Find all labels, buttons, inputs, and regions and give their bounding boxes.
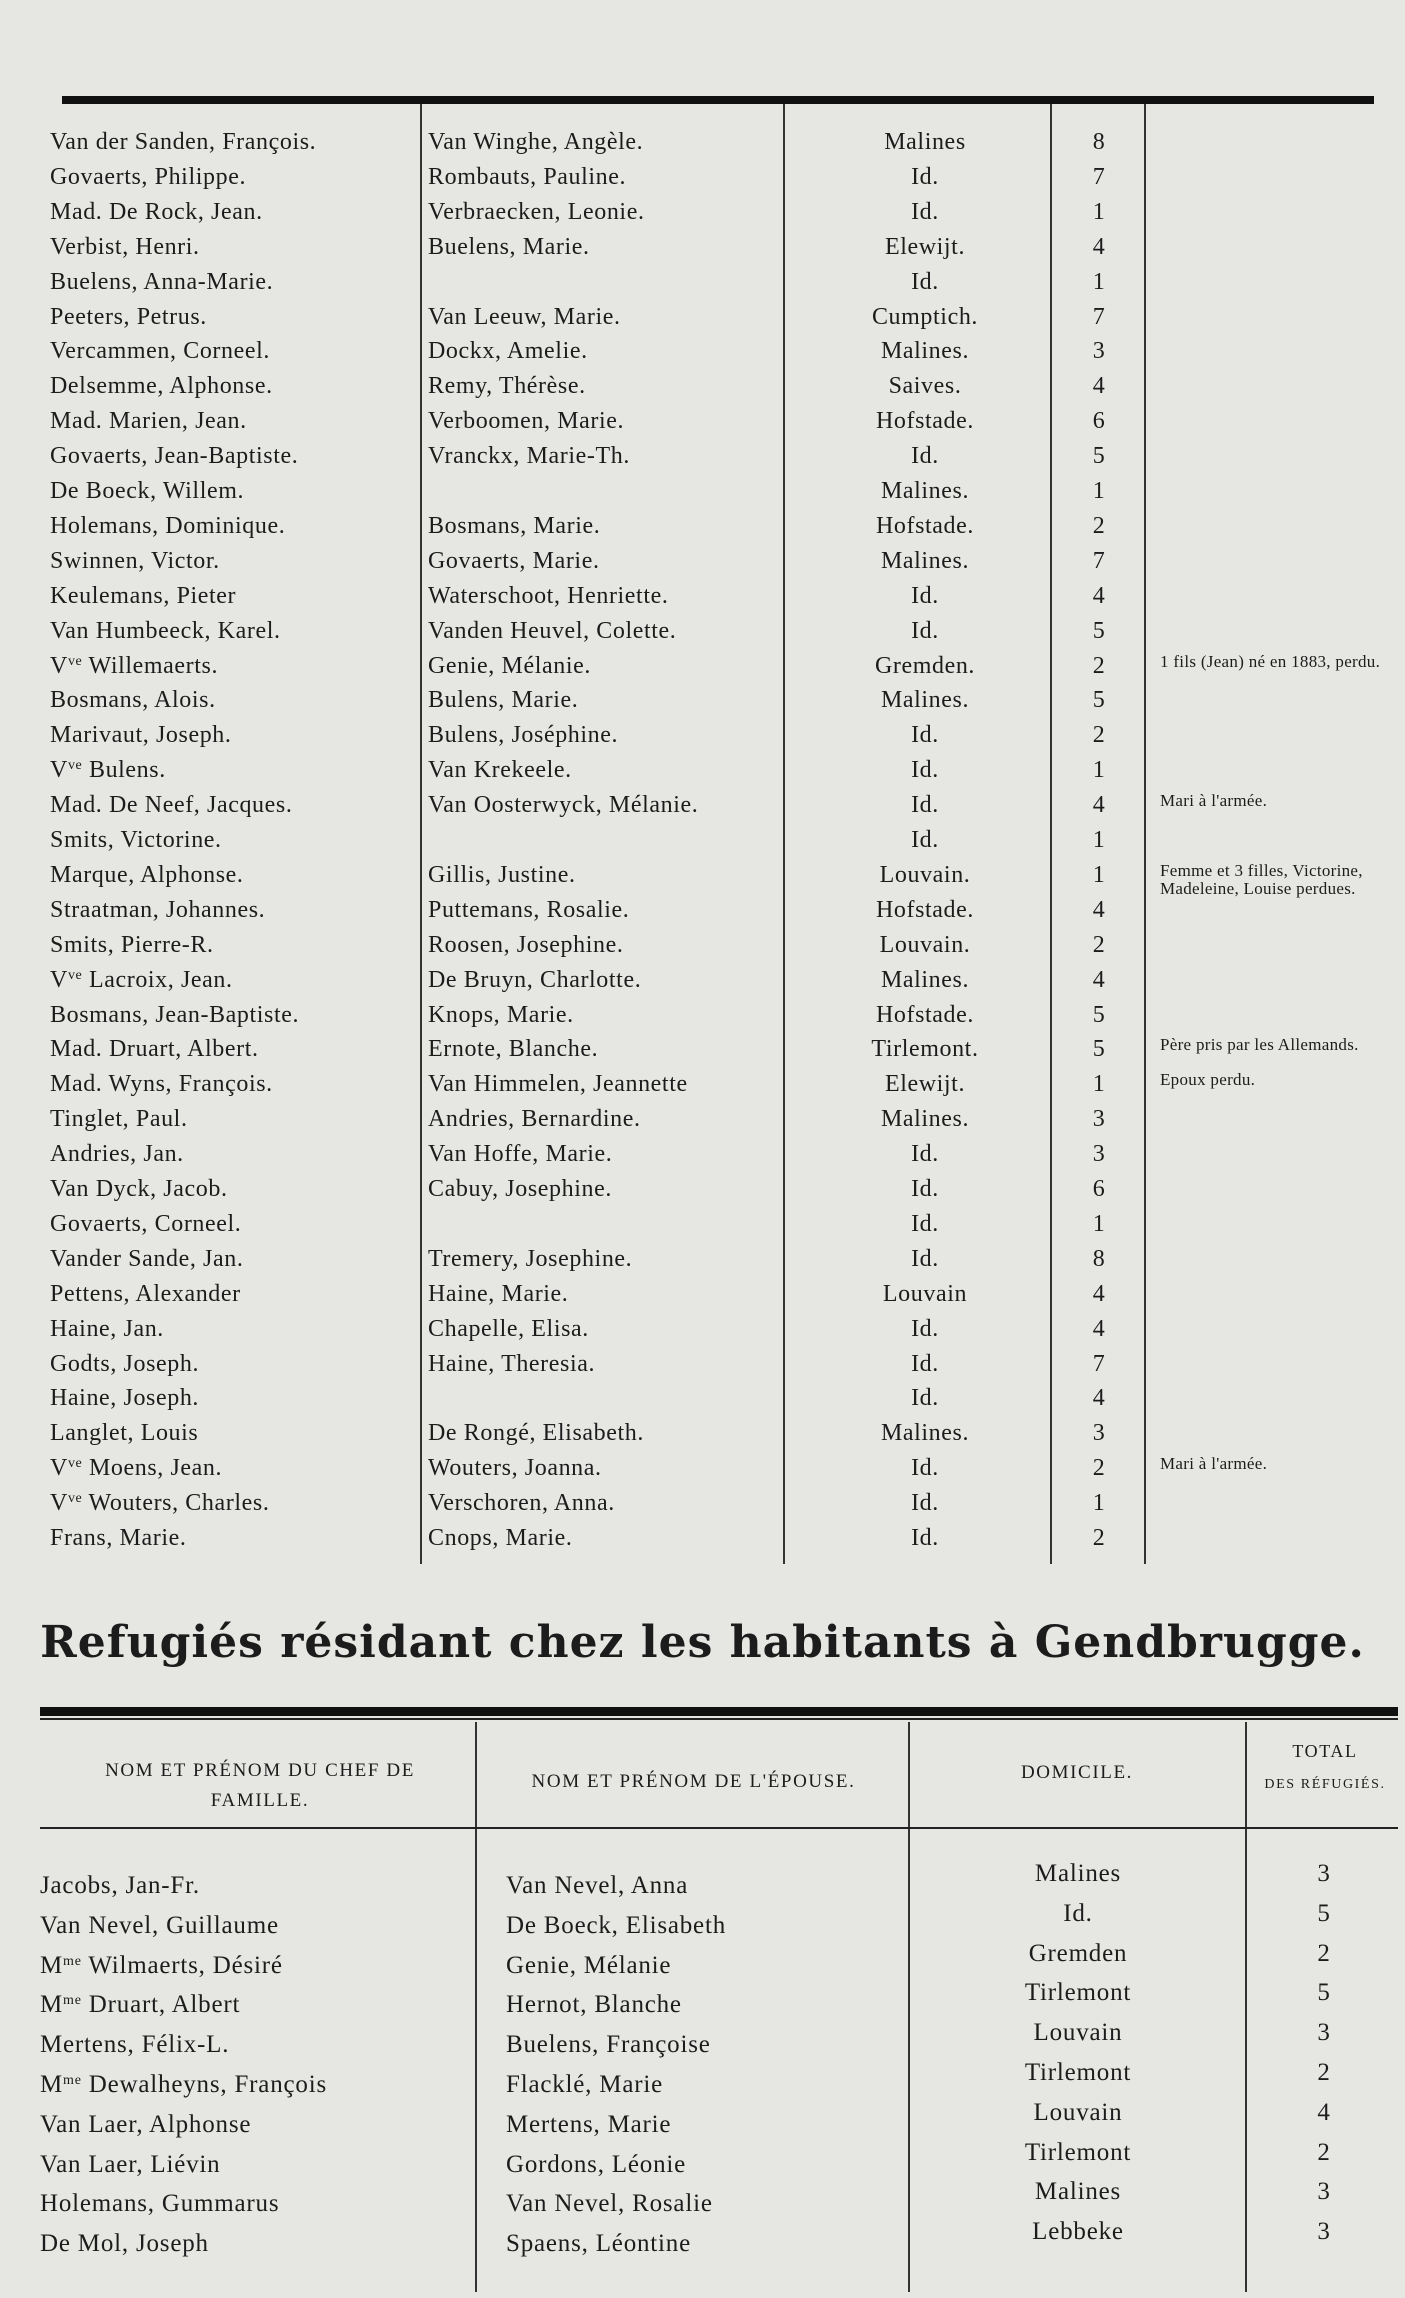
spouse-cell: Haine, Theresia.: [428, 1350, 596, 1377]
name-cell: Bosmans, Alois.: [50, 687, 216, 714]
domicile-cell: Malines.: [880, 338, 970, 365]
spouse-cell: Van Winghe, Angèle.: [428, 129, 644, 155]
total-cell: 7: [1092, 547, 1106, 574]
total-cell: 1: [1092, 198, 1106, 225]
table-row: [0, 2218, 1405, 2264]
note-cell: Mari à l'armée.: [1160, 791, 1268, 811]
total-cell: 2: [1092, 931, 1106, 958]
table-row: [0, 1347, 1405, 1381]
spouse-cell: De Boeck, Elisabeth: [506, 1911, 726, 1939]
total-cell: 5: [1317, 1979, 1331, 2007]
domicile-cell: Tirlemont: [1024, 2059, 1132, 2086]
table-row: [0, 1521, 1405, 1555]
total-cell: 1: [1092, 861, 1106, 888]
total-cell: 3: [1317, 1860, 1331, 1887]
total-cell: 4: [1092, 966, 1106, 993]
header-name: NOM ET PRÉNOM DU CHEF DE FAMILLE.: [105, 1760, 415, 1811]
table-row: [0, 230, 1405, 264]
spouse-cell: Tremery, Josephine.: [428, 1245, 633, 1272]
domicile-cell: Id.: [911, 1210, 939, 1237]
spouse-cell: Roosen, Josephine.: [428, 931, 624, 958]
name-cell: Govaerts, Philippe.: [50, 163, 247, 190]
total-cell: 2: [1092, 1455, 1106, 1482]
spouse-cell: Haine, Marie.: [428, 1280, 569, 1307]
total-cell: 1: [1092, 478, 1106, 504]
spouse-cell: Puttemans, Rosalie.: [428, 896, 630, 923]
name-cell: De Boeck, Willem.: [50, 478, 245, 504]
domicile-cell: Malines: [884, 129, 966, 155]
domicile-cell: Id.: [911, 1525, 939, 1551]
domicile-cell: Hofstade.: [875, 896, 975, 923]
table-row: [0, 823, 1405, 857]
note-cell: Epoux perdu.: [1160, 1070, 1256, 1090]
table-row: [0, 1172, 1405, 1206]
total-cell: 4: [1092, 1280, 1106, 1307]
table-row: [0, 998, 1405, 1032]
name-cell: Vercammen, Corneel.: [50, 338, 270, 365]
table-row: [0, 1381, 1405, 1415]
domicile-cell: Id.: [911, 198, 939, 225]
domicile-cell: Id.: [911, 1141, 939, 1168]
name-cell: Van Dyck, Jacob.: [50, 1176, 228, 1202]
name-cell: Van Laer, Liévin: [40, 2150, 221, 2178]
table-row: [0, 928, 1405, 962]
name-cell: Mertens, Félix-L.: [40, 2031, 230, 2059]
domicile-cell: Tirlemont.: [871, 1036, 979, 1063]
note-cell: Mari à l'armée.: [1160, 1454, 1268, 1474]
total-cell: 4: [1092, 1385, 1106, 1412]
total-cell: 5: [1092, 443, 1106, 470]
name-cell: Tinglet, Paul.: [50, 1106, 188, 1133]
name-cell: Vander Sande, Jan.: [50, 1245, 244, 1272]
spouse-cell: Bulens, Marie.: [428, 687, 579, 714]
total-cell: 6: [1092, 408, 1106, 435]
top-rule: [62, 96, 1374, 104]
note-cell: Femme et 3 filles, Victorine, Madeleine, Louise perdues.: [1160, 860, 1363, 898]
name-cell: Mad. Marien, Jean.: [50, 408, 247, 435]
total-cell: 6: [1092, 1176, 1106, 1202]
spouse-cell: De Bruyn, Charlotte.: [428, 966, 642, 993]
total-cell: 2: [1317, 1939, 1331, 1967]
total-cell: 8: [1092, 129, 1106, 155]
spouse-cell: Hernot, Blanche: [506, 1991, 682, 2019]
total-cell: 5: [1092, 617, 1106, 644]
table-row: [0, 369, 1405, 403]
domicile-cell: Malines.: [880, 966, 970, 993]
spouse-cell: Van Himmelen, Jeannette: [428, 1071, 688, 1098]
total-cell: 3: [1092, 1141, 1106, 1168]
table-row: [0, 893, 1405, 927]
name-cell: Bosmans, Jean-Baptiste.: [50, 1001, 300, 1028]
table-row: [0, 1416, 1405, 1450]
total-cell: 2: [1317, 2059, 1331, 2086]
table-row: [0, 509, 1405, 543]
domicile-cell: Malines: [1034, 2178, 1122, 2206]
table-row: [0, 1277, 1405, 1311]
table-row: [0, 1137, 1405, 1171]
name-cell: Van Humbeeck, Karel.: [50, 617, 281, 644]
total-cell: 5: [1092, 1001, 1106, 1028]
domicile-cell: Id.: [911, 1385, 939, 1412]
name-cell: $M^{me}$ Wilmaerts, Désiré: [40, 1951, 283, 1979]
total-cell: 3: [1092, 1420, 1106, 1447]
total-cell: 3: [1317, 2178, 1331, 2206]
domicile-cell: Hofstade.: [875, 1001, 975, 1028]
total-cell: 4: [1092, 896, 1106, 923]
total-cell: 4: [1317, 2098, 1331, 2126]
name-cell: Keulemans, Pieter: [50, 582, 237, 609]
spouse-cell: Knops, Marie.: [428, 1001, 574, 1028]
table-row: [0, 334, 1405, 368]
name-cell: Haine, Jan.: [50, 1315, 164, 1342]
spouse-cell: Van Nevel, Anna: [506, 1872, 689, 1899]
domicile-cell: Louvain.: [879, 861, 971, 888]
domicile-cell: Tirlemont: [1024, 1979, 1132, 2007]
domicile-cell: Malines.: [880, 547, 970, 574]
domicile-cell: Id.: [911, 163, 939, 190]
domicile-cell: Id.: [911, 1245, 939, 1272]
name-cell: $V^{ve}$ Moens, Jean.: [50, 1455, 223, 1482]
spouse-cell: Dockx, Amelie.: [428, 338, 588, 365]
name-cell: Van Nevel, Guillaume: [40, 1911, 279, 1939]
name-cell: Godts, Joseph.: [50, 1350, 200, 1377]
domicile-cell: Id.: [911, 1455, 939, 1482]
table-row: [0, 579, 1405, 613]
spouse-cell: Van Nevel, Rosalie: [506, 2190, 713, 2218]
spouse-cell: Van Krekeele.: [428, 757, 572, 784]
total-cell: 3: [1317, 2019, 1331, 2047]
name-cell: Govaerts, Jean-Baptiste.: [50, 443, 299, 470]
name-cell: Holemans, Gummarus: [40, 2190, 280, 2218]
spouse-cell: Gillis, Justine.: [428, 861, 576, 888]
spouse-cell: Wouters, Joanna.: [428, 1455, 602, 1482]
name-cell: Delsemme, Alphonse.: [50, 373, 273, 400]
domicile-cell: Gremden.: [874, 652, 976, 679]
table-row: [0, 788, 1405, 822]
spouse-cell: Andries, Bernardine.: [428, 1106, 641, 1133]
total-cell: 2: [1317, 2138, 1331, 2166]
name-cell: Pettens, Alexander: [50, 1280, 241, 1307]
total-cell: 4: [1092, 1315, 1106, 1342]
domicile-cell: Id.: [911, 722, 939, 749]
spouse-cell: Van Hoffe, Marie.: [428, 1141, 613, 1168]
spouse-cell: Flacklé, Marie: [506, 2071, 663, 2098]
table-row: [0, 1312, 1405, 1346]
spouse-cell: Van Oosterwyck, Mélanie.: [428, 792, 699, 819]
domicile-cell: Elewijt.: [884, 1071, 966, 1098]
name-cell: Buelens, Anna-Marie.: [50, 268, 274, 295]
domicile-cell: Louvain: [1033, 2019, 1123, 2047]
total-cell: 4: [1092, 373, 1106, 400]
spouse-cell: Genie, Mélanie.: [428, 652, 591, 679]
note-cell: Père pris par les Allemands.: [1160, 1035, 1359, 1055]
name-cell: Frans, Marie.: [50, 1525, 187, 1551]
header-total-sub: DES RÉFUGIÉS.: [1264, 1777, 1386, 1792]
table-row: [0, 1032, 1405, 1066]
table-row: [0, 718, 1405, 752]
domicile-cell: Malines.: [880, 687, 970, 714]
spouse-cell: Mertens, Marie: [506, 2110, 672, 2138]
table-row: [0, 300, 1405, 334]
spouse-cell: Chapelle, Elisa.: [428, 1315, 589, 1342]
table-row: [0, 544, 1405, 578]
total-cell: 2: [1092, 652, 1106, 679]
total-cell: 2: [1092, 512, 1106, 539]
name-cell: Smits, Pierre-R.: [50, 931, 214, 958]
domicile-cell: Cumptich.: [871, 303, 979, 330]
name-cell: De Mol, Joseph: [40, 2230, 209, 2258]
domicile-cell: Id.: [911, 1315, 939, 1342]
table-row: [0, 1067, 1405, 1101]
table-row: [0, 683, 1405, 717]
name-cell: Mad. Druart, Albert.: [50, 1036, 259, 1063]
spouse-cell: De Rongé, Elisabeth.: [428, 1420, 644, 1447]
table-row: [0, 265, 1405, 299]
name-cell: Van der Sanden, François.: [50, 129, 317, 155]
section-title: Refugiés résidant chez les habitants à Gendbrugge.: [40, 1617, 1365, 1668]
total-cell: 1: [1092, 1490, 1106, 1517]
domicile-cell: Id.: [911, 617, 939, 644]
total-cell: 5: [1092, 1036, 1106, 1063]
spouse-cell: Van Leeuw, Marie.: [428, 303, 621, 330]
spouse-cell: Ernote, Blanche.: [428, 1036, 599, 1063]
domicile-cell: Saives.: [888, 373, 962, 400]
table-row: [0, 404, 1405, 438]
total-cell: 3: [1317, 2218, 1331, 2246]
name-cell: Andries, Jan.: [50, 1141, 184, 1168]
table-row: [0, 614, 1405, 648]
domicile-cell: Elewijt.: [884, 233, 966, 260]
domicile-cell: Id.: [911, 827, 939, 853]
domicile-cell: Hofstade.: [875, 512, 975, 539]
spouse-cell: Bosmans, Marie.: [428, 512, 601, 539]
table-row: [0, 439, 1405, 473]
spouse-cell: Waterschoot, Henriette.: [428, 582, 669, 609]
domicile-cell: Hofstade.: [875, 408, 975, 435]
domicile-cell: Id.: [911, 1176, 939, 1202]
name-cell: Haine, Joseph.: [50, 1385, 200, 1412]
table2-top-rule: [40, 1707, 1398, 1716]
total-cell: 2: [1092, 1525, 1106, 1551]
table-row: [0, 753, 1405, 787]
spouse-cell: Buelens, Marie.: [428, 233, 590, 260]
total-cell: 1: [1092, 1210, 1106, 1237]
total-cell: 7: [1092, 1350, 1106, 1377]
name-cell: Govaerts, Corneel.: [50, 1210, 242, 1237]
domicile-cell: Malines: [1034, 1860, 1122, 1887]
total-cell: 7: [1092, 303, 1106, 330]
name-cell: Holemans, Dominique.: [50, 512, 286, 539]
total-cell: 1: [1092, 757, 1106, 784]
spouse-cell: Genie, Mélanie: [506, 1951, 672, 1979]
total-cell: 8: [1092, 1245, 1106, 1272]
domicile-cell: Tirlemont: [1024, 2138, 1132, 2166]
header-spouse: NOM ET PRÉNOM DE L'ÉPOUSE.: [531, 1771, 856, 1792]
table2-header-rule: [40, 1827, 1398, 1829]
spouse-cell: Remy, Thérèse.: [428, 373, 586, 400]
name-cell: Marque, Alphonse.: [50, 861, 244, 888]
table-row: [0, 160, 1405, 194]
spouse-cell: Vanden Heuvel, Colette.: [428, 617, 677, 644]
name-cell: $M^{me}$ Druart, Albert: [40, 1991, 241, 2019]
name-cell: $M^{me}$ Dewalheyns, François: [40, 2071, 327, 2098]
name-cell: $V^{ve}$ Wouters, Charles.: [50, 1490, 270, 1517]
name-cell: $V^{ve}$ Lacroix, Jean.: [50, 966, 233, 993]
table-row: [0, 195, 1405, 229]
total-cell: 7: [1092, 163, 1106, 190]
name-cell: Marivaut, Joseph.: [50, 722, 232, 749]
domicile-cell: Id.: [911, 582, 939, 609]
name-cell: Mad. De Rock, Jean.: [50, 198, 263, 225]
table-row: [0, 1207, 1405, 1241]
spouse-cell: Govaerts, Marie.: [428, 547, 600, 574]
table-row: [0, 1486, 1405, 1520]
domicile-cell: Malines.: [880, 1106, 970, 1133]
total-cell: 4: [1092, 233, 1106, 260]
domicile-cell: Louvain: [1033, 2098, 1123, 2126]
name-cell: Swinnen, Victor.: [50, 547, 220, 574]
table-row: [0, 1451, 1405, 1485]
domicile-cell: Id.: [911, 757, 939, 784]
total-cell: 1: [1092, 268, 1106, 295]
total-cell: 5: [1092, 687, 1106, 714]
total-cell: 5: [1317, 1899, 1331, 1927]
total-cell: 4: [1092, 792, 1106, 819]
name-cell: Mad. Wyns, François.: [50, 1071, 273, 1098]
name-cell: Peeters, Petrus.: [50, 303, 207, 330]
domicile-cell: Id.: [911, 443, 939, 470]
table-row: [0, 1242, 1405, 1276]
spouse-cell: Bulens, Joséphine.: [428, 722, 619, 749]
name-cell: Straatman, Johannes.: [50, 896, 266, 923]
spouse-cell: Cabuy, Josephine.: [428, 1176, 612, 1202]
table-row: [0, 858, 1405, 898]
spouse-cell: Verschoren, Anna.: [428, 1490, 615, 1517]
name-cell: $V^{ve}$ Bulens.: [50, 757, 166, 784]
total-cell: 3: [1092, 338, 1106, 365]
header-domicile: DOMICILE.: [1020, 1762, 1134, 1783]
header-total: TOTAL: [1292, 1741, 1358, 1761]
name-cell: Jacobs, Jan-Fr.: [40, 1872, 200, 1899]
spouse-cell: Verboomen, Marie.: [428, 408, 625, 435]
table2-top-thin-rule: [40, 1718, 1398, 1720]
domicile-cell: Id.: [911, 792, 939, 819]
name-cell: Van Laer, Alphonse: [40, 2110, 252, 2138]
domicile-cell: Lebbeke: [1032, 2218, 1124, 2246]
spouse-cell: Vranckx, Marie-Th.: [428, 443, 630, 470]
total-cell: 4: [1092, 582, 1106, 609]
domicile-cell: Louvain: [882, 1280, 968, 1307]
name-cell: Mad. De Neef, Jacques.: [50, 792, 293, 819]
total-cell: 2: [1092, 722, 1106, 749]
domicile-cell: Malines.: [880, 478, 970, 504]
spouse-cell: Buelens, Françoise: [506, 2031, 711, 2059]
table-row: [0, 125, 1405, 159]
table-row: [0, 474, 1405, 508]
domicile-cell: Gremden: [1028, 1939, 1128, 1967]
table-row: [0, 649, 1405, 683]
table-row: [0, 963, 1405, 997]
domicile-cell: Id.: [911, 1490, 939, 1517]
total-cell: 1: [1092, 827, 1106, 853]
name-cell: $V^{ve}$ Willemaerts.: [50, 652, 219, 679]
spouse-cell: Cnops, Marie.: [428, 1525, 573, 1551]
domicile-cell: Id.: [1063, 1899, 1093, 1927]
domicile-cell: Malines.: [880, 1420, 970, 1447]
domicile-cell: Louvain.: [879, 931, 971, 958]
total-cell: 1: [1092, 1071, 1106, 1098]
note-cell: 1 fils (Jean) né en 1883, perdu.: [1160, 651, 1381, 671]
total-cell: 3: [1092, 1106, 1106, 1133]
spouse-cell: Spaens, Léontine: [506, 2230, 691, 2258]
spouse-cell: Verbraecken, Leonie.: [428, 198, 645, 225]
domicile-cell: Id.: [911, 268, 939, 295]
name-cell: Smits, Victorine.: [50, 827, 222, 853]
spouse-cell: Gordons, Léonie: [506, 2150, 687, 2178]
name-cell: Verbist, Henri.: [50, 233, 200, 260]
domicile-cell: Id.: [911, 1350, 939, 1377]
name-cell: Langlet, Louis: [50, 1420, 199, 1447]
table-row: [0, 1102, 1405, 1136]
spouse-cell: Rombauts, Pauline.: [428, 163, 627, 190]
